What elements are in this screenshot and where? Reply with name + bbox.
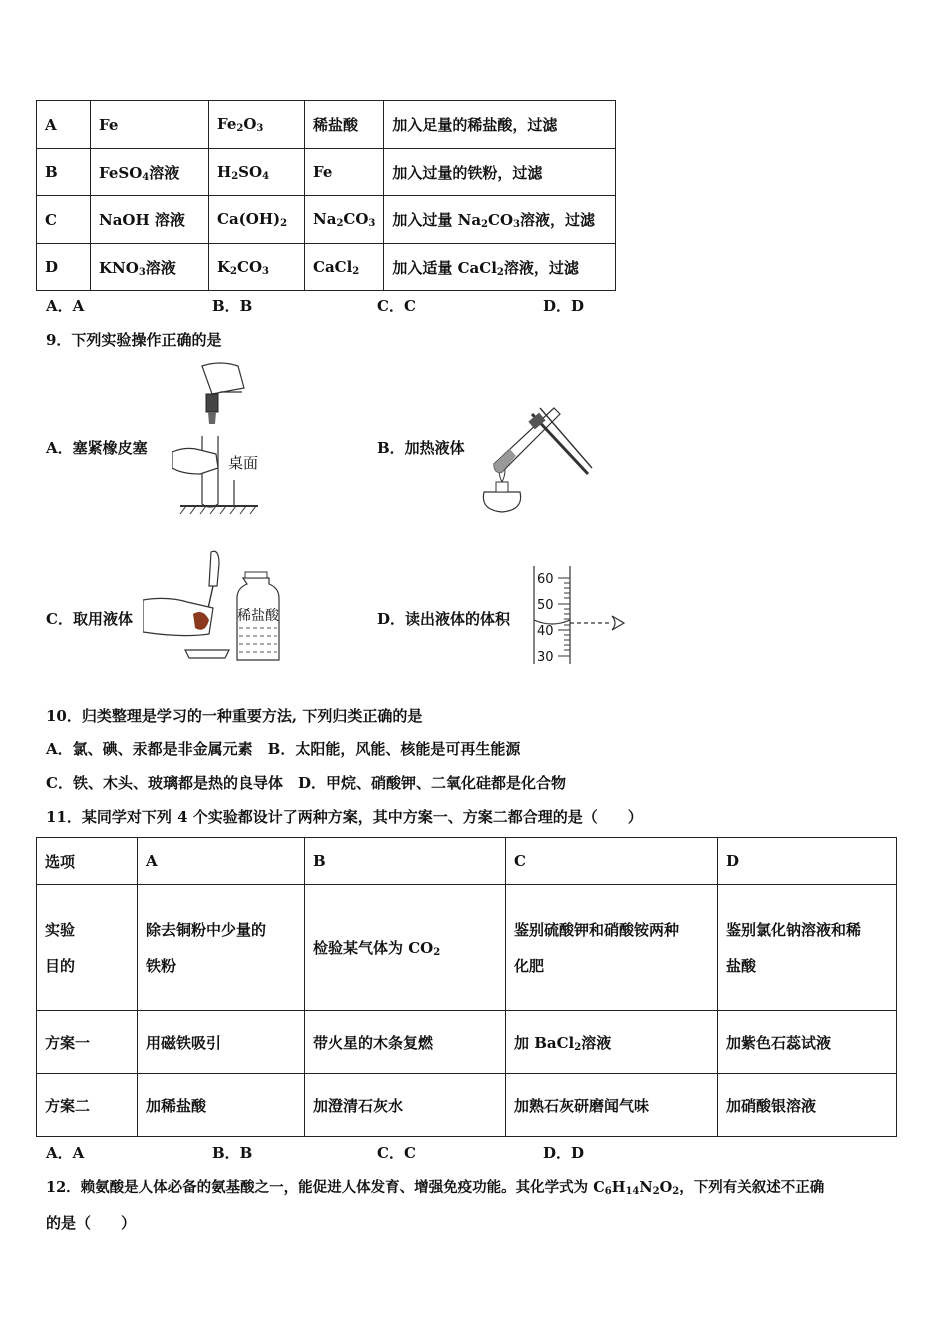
table-cell: 鉴别氯化钠溶液和稀 盐酸 — [718, 885, 897, 1011]
tick-label: 60 — [537, 572, 554, 587]
table-cell: $H_2SO_4$ — [209, 149, 305, 196]
q10-options-cd[interactable]: C．铁、木头、玻璃都是热的良导体 D．甲烷、硝酸钾、二氧化硅都是化合物 — [46, 774, 566, 792]
table-cell: 加硝酸银溶液 — [718, 1074, 897, 1137]
table-row — [37, 101, 616, 149]
table-cell: $Na_2CO_3$ — [305, 196, 384, 244]
option-b[interactable]: B．B — [212, 297, 253, 315]
desk-label: 桌面 — [228, 454, 259, 472]
q10-stem: 10．归类整理是学习的一种重要方法, 下列归类正确的是 — [46, 707, 423, 725]
q9-option-b[interactable]: B．加热液体 — [377, 439, 465, 457]
table-cell: B — [37, 149, 91, 196]
option-c[interactable]: C．C — [377, 1144, 416, 1162]
heating-liquid-diagram — [470, 394, 594, 514]
table-cell: $K_2CO_3$ — [209, 244, 305, 291]
table-cell: 加 BaCl$_2$溶液 — [506, 1011, 718, 1074]
q12-stem-end: 的是（ ） — [46, 1214, 137, 1232]
option-b[interactable]: B．B — [212, 1144, 253, 1162]
table-cell: 除去铜粉中少量的 铁粉 — [138, 885, 305, 1011]
tick-label: 30 — [537, 650, 554, 665]
q11-stem: 11．某同学对下列 4 个实验都设计了两种方案，其中方案一、方案二都合理的是（ ） — [46, 808, 643, 826]
table-row — [37, 244, 616, 291]
q9-option-d[interactable]: D．读出液体的体积 — [377, 610, 511, 628]
table-cell: 加澄清石灰水 — [305, 1074, 506, 1137]
option-a[interactable]: A．A — [46, 1144, 85, 1162]
q11-options — [0, 1142, 950, 1162]
table-cell: 加稀盐酸 — [138, 1074, 305, 1137]
q8-table — [36, 100, 616, 291]
table-cell: 方案二 — [37, 1074, 138, 1137]
table-header: 选项 — [37, 838, 138, 885]
table-cell: D — [37, 244, 91, 291]
q10-options-ab[interactable]: A．氯、碘、汞都是非金属元素 B．太阳能，风能、核能是可再生能源 — [46, 740, 521, 758]
q11-table — [36, 837, 897, 1137]
table-cell: 加入过量的铁粉，过滤 — [384, 149, 616, 196]
option-c[interactable]: C．C — [377, 297, 416, 315]
table-cell: Fe — [91, 101, 209, 149]
taking-liquid-diagram — [143, 548, 283, 666]
stopper-diagram — [172, 360, 272, 516]
reading-volume-diagram — [530, 564, 634, 668]
table-cell: A — [37, 101, 91, 149]
table-cell: $Ca(OH)_2$ — [209, 196, 305, 244]
table-cell: CaCl$_2$ — [305, 244, 384, 291]
table-header: B — [305, 838, 506, 885]
q9-stem: 9．下列实验操作正确的是 — [46, 331, 222, 349]
table-cell: 稀盐酸 — [305, 101, 384, 149]
option-d[interactable]: D．D — [543, 297, 585, 315]
q9-option-c[interactable]: C．取用液体 — [46, 610, 133, 628]
table-cell: 用磁铁吸引 — [138, 1011, 305, 1074]
table-cell: 带火星的木条复燃 — [305, 1011, 506, 1074]
table-cell: C — [37, 196, 91, 244]
option-d[interactable]: D．D — [543, 1144, 585, 1162]
table-cell: Fe — [305, 149, 384, 196]
table-row — [37, 885, 897, 1011]
table-header: A — [138, 838, 305, 885]
table-row — [37, 1074, 897, 1137]
table-header: D — [718, 838, 897, 885]
table-cell: $KNO_3$溶液 — [91, 244, 209, 291]
table-cell: $Fe_2O_3$ — [209, 101, 305, 149]
table-cell: 实验 目的 — [37, 885, 138, 1011]
table-cell: 方案一 — [37, 1011, 138, 1074]
table-row — [37, 838, 897, 885]
table-cell: 加紫色石蕊试液 — [718, 1011, 897, 1074]
option-a[interactable]: A．A — [46, 297, 85, 315]
q8-options — [0, 295, 950, 315]
q12-stem: 12．赖氨酸是人体必备的氨基酸之一，能促进人体发育、增强免疫功能。其化学式为 $C_6H_{14}N_2O_2$，下列有关叙述不正确 — [46, 1179, 825, 1197]
q9-option-a[interactable]: A．塞紧橡皮塞 — [46, 439, 148, 457]
table-header: C — [506, 838, 718, 885]
table-cell: 加入过量 $Na_2CO_3$溶液，过滤 — [384, 196, 616, 244]
table-cell: NaOH 溶液 — [91, 196, 209, 244]
table-cell: FeSO$_4$溶液 — [91, 149, 209, 196]
table-cell: 鉴别硫酸钾和硝酸铵两种 化肥 — [506, 885, 718, 1011]
table-cell: 加入足量的稀盐酸，过滤 — [384, 101, 616, 149]
table-row — [37, 149, 616, 196]
table-cell: 加入适量 CaCl$_2$溶液，过滤 — [384, 244, 616, 291]
tick-label: 50 — [537, 598, 554, 613]
bottle-label: 稀盐酸 — [237, 608, 279, 624]
table-cell: 检验某气体为 $CO_2$ — [305, 885, 506, 1011]
table-row — [37, 196, 616, 244]
tick-label: 40 — [537, 624, 554, 639]
table-cell: 加熟石灰研磨闻气味 — [506, 1074, 718, 1137]
table-row — [37, 1011, 897, 1074]
